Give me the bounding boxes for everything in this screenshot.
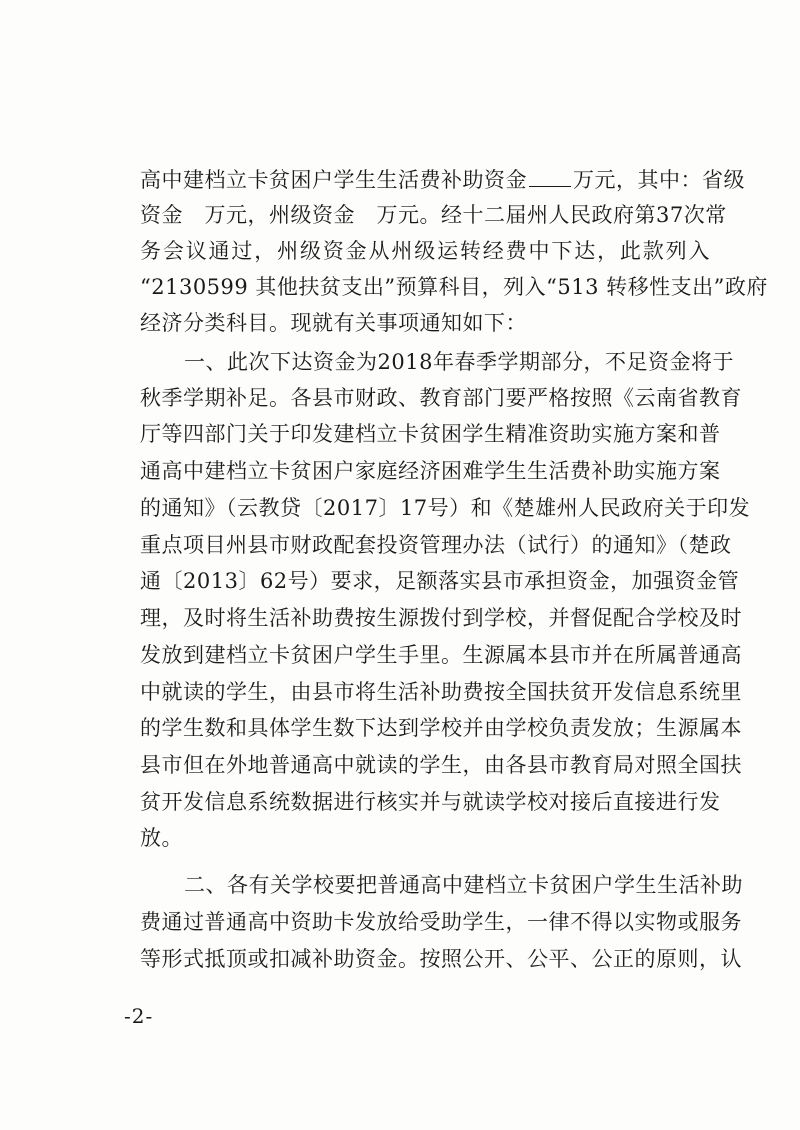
text-segment: 万元，其中：省级 [573, 168, 745, 192]
text-line-9: 通高中建档立卡贫困户家庭经济困难学生生活费补助实施方案 [140, 459, 721, 483]
text-line-14: 发放到建档立卡贫困户学生手里。生源属本县市并在所属普通高 [140, 643, 742, 667]
text-line-12: 通〔2013〕62号）要求，足额落实县市承担资金，加强资金管 [140, 569, 740, 593]
text-line-10: 的通知》（云教贷〔2017〕17号）和《楚雄州人民政府关于印发 [140, 496, 751, 520]
page-number: -2- [124, 1004, 154, 1028]
text-segment: 高中建档立卡贫困户学生生活费补助资金 [140, 168, 527, 192]
text-line-2: 资金 万元，州级资金 万元。经十二届州人民政府第37次常 [140, 203, 727, 227]
text-line-3: 务会议通过，州级资金从州级运转经费中下达，此款列入 [140, 239, 710, 263]
text-line-21: 费通过普通高中资助卡发放给受助学生，一律不得以实物或服务 [140, 910, 742, 934]
text-line-8: 厅等四部门关于印发建档立卡贫困学生精准资助实施方案和普 [140, 422, 721, 446]
text-line-15: 中就读的学生，由县市将生活补助费按全国扶贫开发信息系统里 [140, 680, 742, 704]
text-line-19: 放。 [140, 826, 183, 850]
paragraph-2-first-line: 二、各有关学校要把普通高中建档立卡贫困户学生生活补助 [184, 873, 743, 897]
paragraph-1-first-line: 一、此次下达资金为2018年春季学期部分，不足资金将于 [184, 350, 734, 374]
text-line-17: 县市但在外地普通高中就读的学生，由各县市教育局对照全国扶 [140, 753, 742, 777]
text-line-7: 秋季学期补足。各县市财政、教育部门要严格按照《云南省教育 [140, 386, 742, 410]
text-line-18: 贫开发信息系统数据进行核实并与就读学校对接后直接进行发 [140, 790, 721, 814]
text-line-5: 经济分类科目。现就有关事项通知如下： [140, 311, 527, 335]
blank-underline [529, 168, 571, 187]
text-line-4: “2130599 其他扶贫支出”预算科目，列入“513 转移性支出”政府 [140, 275, 768, 299]
text-line-16: 的学生数和具体学生数下达到学校并由学校负责发放；生源属本 [140, 716, 742, 740]
text-line-22: 等形式抵顶或扣减补助资金。按照公开、公平、公正的原则，认 [140, 947, 742, 971]
text-line-11: 重点项目州县市财政配套投资管理办法（试行）的通知》（楚政 [140, 533, 732, 557]
text-line-13: 理，及时将生活补助费按生源拨付到学校，并督促配合学校及时 [140, 606, 742, 630]
text-line-1 [140, 165, 745, 195]
